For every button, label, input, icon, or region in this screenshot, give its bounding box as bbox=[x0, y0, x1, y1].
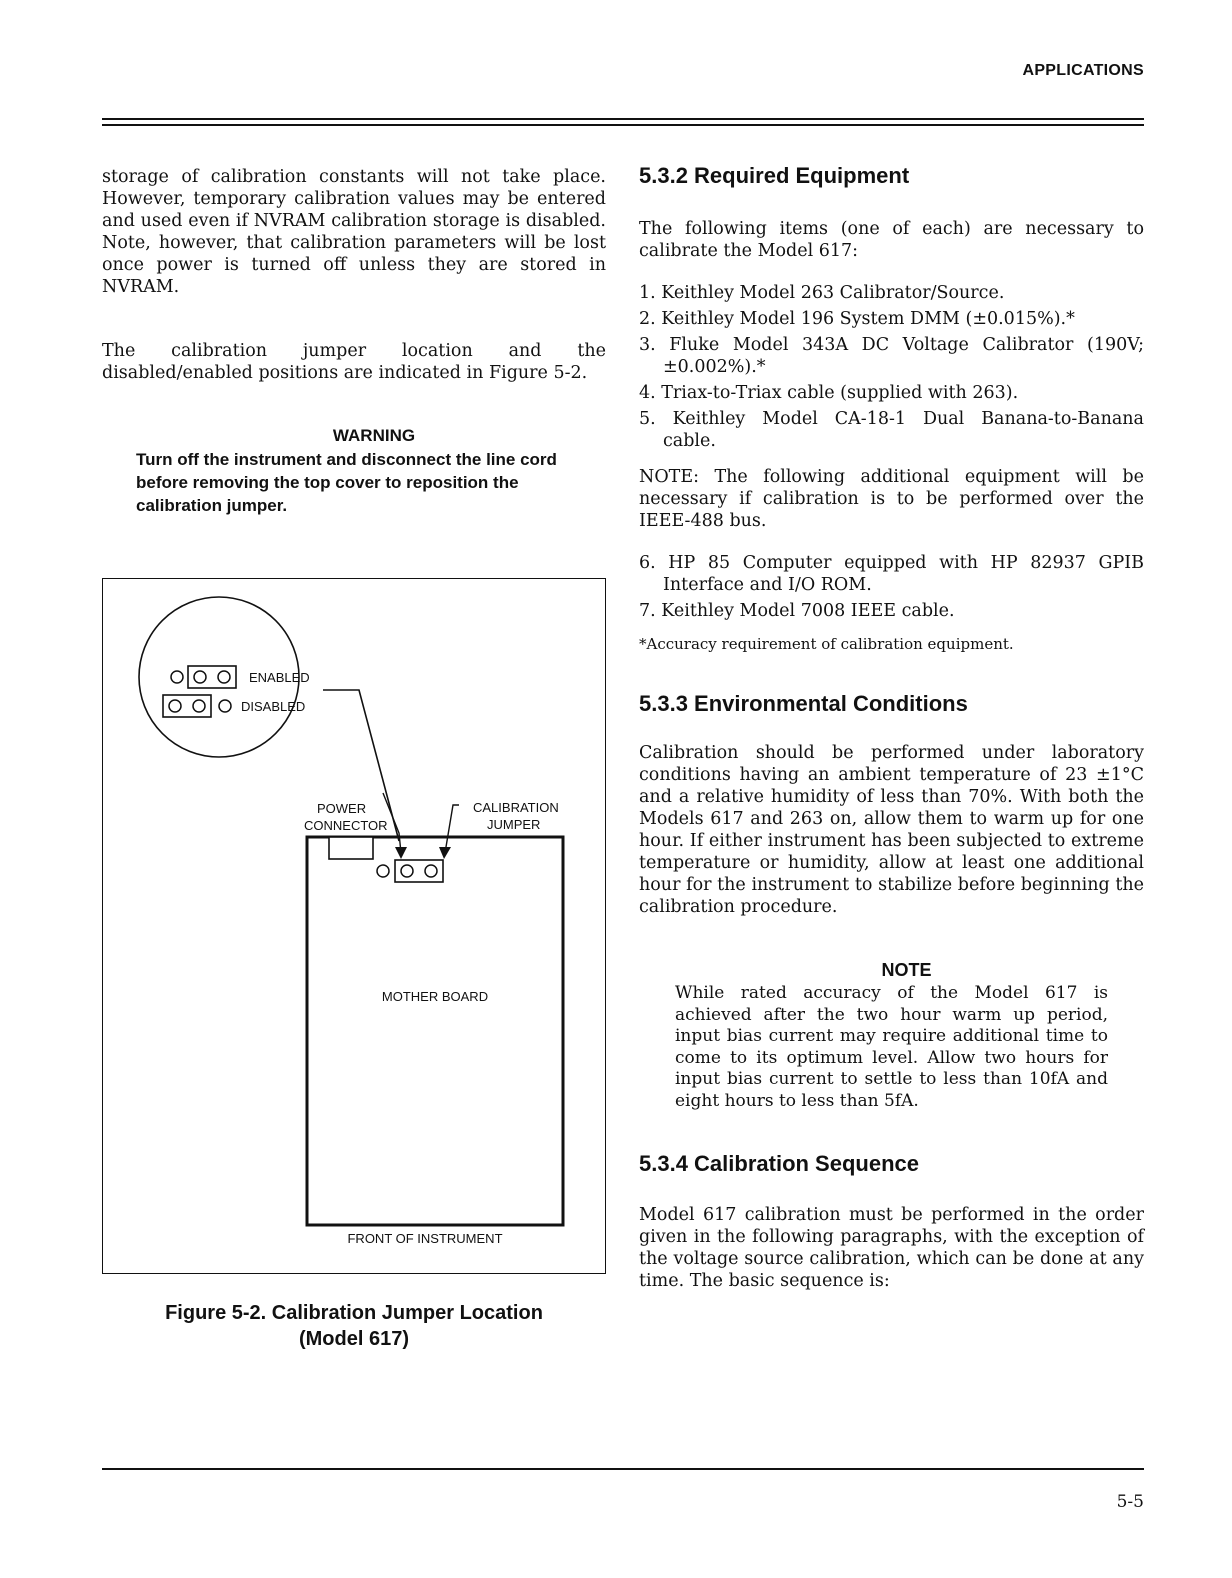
jumper-disabled-icon bbox=[163, 695, 211, 717]
mother-board-outline bbox=[307, 837, 563, 1225]
board-jumper-icon bbox=[395, 860, 443, 882]
list-item: 2. Keithley Model 196 System DMM (±0.015%).* bbox=[639, 309, 1075, 329]
label-front-of-instrument: FRONT OF INSTRUMENT bbox=[347, 1231, 503, 1246]
board-pin-left-icon bbox=[377, 865, 389, 877]
running-header: APPLICATIONS bbox=[1022, 62, 1144, 79]
label-disabled: DISABLED bbox=[241, 699, 306, 714]
note-block bbox=[639, 960, 1144, 1112]
page-number: 5-5 bbox=[1116, 1492, 1144, 1512]
note-text: While rated accuracy of the Model 617 is achieved after the two hour warm up period, input bias current may require additional time to come to its optimum level. Allow two hours for input bias current to settle to less than 10fA and eight hours to less than 5fA. bbox=[675, 983, 1108, 1111]
warning-block bbox=[102, 426, 606, 517]
footnote-accuracy: *Accuracy requirement of calibration equipment. bbox=[639, 635, 1014, 653]
jumper-arrow-icon bbox=[439, 847, 451, 859]
pin-disabled-mid-icon bbox=[193, 700, 205, 712]
figure-caption-line2: (Model 617) bbox=[298, 1328, 410, 1350]
figure-caption-line1: Figure 5-2. Calibration Jumper Location bbox=[165, 1302, 543, 1324]
list-item: 4. Triax-to-Triax cable (supplied with 263). bbox=[639, 383, 1019, 403]
list-item: 1. Keithley Model 263 Calibrator/Source. bbox=[639, 283, 1005, 303]
power-arrow-icon bbox=[395, 847, 407, 859]
header-rule-bottom bbox=[102, 124, 1144, 126]
list-item: 7. Keithley Model 7008 IEEE cable. bbox=[639, 601, 955, 621]
label-calibration: CALIBRATION bbox=[473, 800, 559, 815]
paragraph-calibration-sequence: Model 617 calibration must be performed in the order given in the following paragraphs, with the exception of the voltage source calibration, which can be done at any time. The basic sequence is: bbox=[639, 1205, 1144, 1291]
heading-calibration-sequence: 5.3.4 Calibration Sequence bbox=[639, 1151, 919, 1176]
label-mother-board: MOTHER BOARD bbox=[381, 989, 489, 1004]
equipment-list bbox=[639, 282, 1144, 452]
warning-text: Turn off the instrument and disconnect the line cord before removing the top cover to reposition the calibration jumper. bbox=[136, 450, 557, 515]
paragraph-environmental: Calibration should be performed under laboratory conditions having an ambient temperature of 23 ±1°C and a relative humidity of less than 70%. With both the Models 617 and 263 on, allow them to warm up for one hour. If either instrument has been subjected to extreme temperature or humidity, allow at least one additional hour for the instrument to stabilize before beginning the calibration procedure. bbox=[639, 743, 1144, 917]
list-item: 5. Keithley Model CA-18-1 Dual Banana-to-Banana cable. bbox=[639, 409, 1144, 451]
label-connector: CONNECTOR bbox=[304, 818, 388, 833]
heading-required-equipment: 5.3.2 Required Equipment bbox=[639, 163, 910, 188]
equipment-list-ieee bbox=[639, 552, 1144, 622]
pin-disabled-right-icon bbox=[219, 700, 231, 712]
pin-disabled-left-icon bbox=[169, 700, 181, 712]
paragraph-equipment-intro: The following items (one of each) are necessary to calibrate the Model 617: bbox=[639, 219, 1144, 261]
list-item: 6. HP 85 Computer equipped with HP 82937 GPIB Interface and I/O ROM. bbox=[639, 553, 1144, 595]
warning-title: WARNING bbox=[332, 426, 416, 445]
paragraph-ieee-note: NOTE: The following additional equipment will be necessary if calibration is to be performed over the IEEE-488 bus. bbox=[639, 467, 1144, 531]
list-item: 3. Fluke Model 343A DC Voltage Calibrator (190V; ±0.002%).* bbox=[639, 335, 1144, 377]
left-column bbox=[102, 166, 606, 517]
label-jumper: JUMPER bbox=[487, 817, 541, 832]
label-power: POWER bbox=[317, 801, 367, 816]
figure-calibration-jumper bbox=[102, 578, 606, 1274]
heading-environmental-conditions: 5.3.3 Environmental Conditions bbox=[639, 691, 968, 716]
header-rule-top bbox=[102, 118, 1144, 120]
paragraph-jumper-location: The calibration jumper location and the disabled/enabled positions are indicated in Figure 5-2. bbox=[102, 341, 606, 383]
label-enabled: ENABLED bbox=[249, 670, 310, 685]
paragraph-nvram-storage: storage of calibration constants will not take place. However, temporary calibration values may be entered and used even if NVRAM calibration storage is disabled. Note, however, that calibration parameters will be lost once power is turned off unless they are stored in NVRAM. bbox=[102, 167, 606, 297]
footer-rule bbox=[102, 1468, 1144, 1470]
right-column bbox=[639, 162, 1144, 1292]
jumper-enabled-icon bbox=[188, 666, 236, 688]
note-title: NOTE bbox=[881, 960, 932, 980]
jumper-diagram bbox=[103, 579, 605, 1273]
board-pin-mid-icon bbox=[401, 865, 413, 877]
power-connector-block bbox=[329, 837, 373, 859]
pin-enabled-mid-icon bbox=[194, 671, 206, 683]
pin-enabled-left-icon bbox=[171, 671, 183, 683]
jumper-leader-line bbox=[445, 805, 459, 853]
pin-enabled-right-icon bbox=[218, 671, 230, 683]
figure-caption bbox=[102, 1300, 606, 1352]
board-pin-right-icon bbox=[425, 865, 437, 877]
